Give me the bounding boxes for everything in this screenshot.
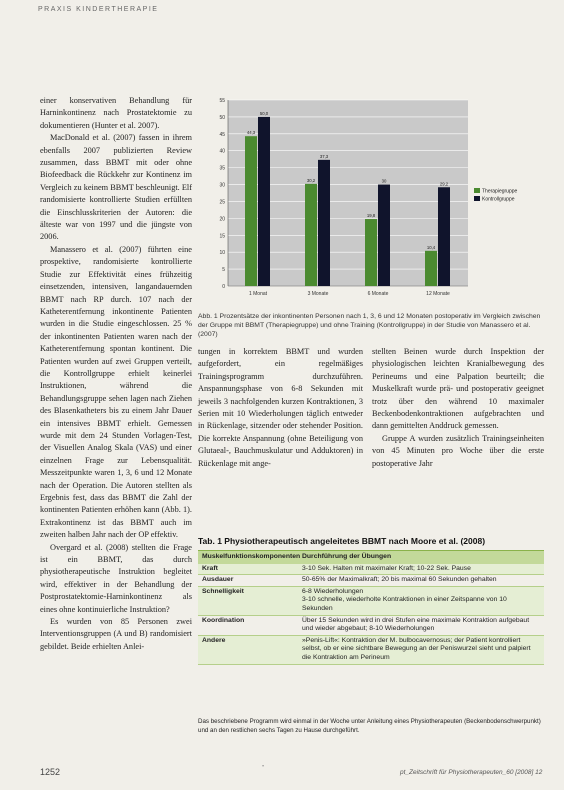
legend-swatch bbox=[474, 188, 480, 193]
y-tick-label: 20 bbox=[219, 216, 225, 223]
y-tick-label: 15 bbox=[219, 233, 225, 240]
table-title: Tab. 1 Physiotherapeutisch angeleitetes BBMT nach Moore et al. (2008) bbox=[198, 536, 486, 546]
table-cell: Über 15 Sekunden wird in drei Stufen eine maximale Kontraktion aufgebaut und wieder abgebaut; 8-10 Wiederholungen bbox=[302, 616, 530, 633]
x-tick-label: 1 Monat bbox=[248, 291, 268, 297]
paragraph: stellten Beinen wurde durch Inspektion der physiologischen leichten Kranialbewegung des Perineums und eine Palpation beurteilt; die Muskelkraft wurde prä- und postoperativ geeignet trotz über den während 10 maximaler Beckenbodenkontraktionen aufgebrachten und dann gemittelten Anddruck gemessen. bbox=[372, 347, 544, 431]
y-tick-label: 55 bbox=[219, 98, 225, 104]
table-row bbox=[198, 587, 544, 616]
bar bbox=[318, 160, 330, 286]
data-label: 19,8 bbox=[366, 213, 376, 219]
legend-label: Therapiegruppe bbox=[482, 188, 518, 195]
bar bbox=[438, 187, 450, 286]
data-label: 37,3 bbox=[319, 153, 329, 159]
journal-footer: pt_Zeitschrift für Physiotherapeuten_60 [2008] 12 bbox=[400, 769, 543, 776]
table-cell: 50-65% der Maximalkraft; 20 bis maximal 60 Sekunden gehalten bbox=[302, 576, 497, 584]
paragraph: tungen in korrektem BBMT und wurden aufgefordert, ein regelmäßiges Trainingsprogramm durchzuführen. Anspannungsphase von 6-8 Sekunden mit jeweils 3 nachfolgenden kurzen Kontraktionen, 3 Serien mit 10 Wiederholungen täglich entweder in Rückenlage, sitzender oder stehender Position. Die korrekte Anspannung (ohne Beteiligung von Glutaeal-, Bauchmuskulatur und Adduktoren) in Rückenlage mit ange- bbox=[198, 347, 363, 468]
y-tick-label: 40 bbox=[219, 148, 225, 155]
data-label: 29,2 bbox=[439, 181, 449, 187]
table-cell: 3-10 Sek. Halten mit maximaler Kraft; 10-22 Sek. Pause bbox=[302, 564, 471, 572]
table-note: Das beschriebene Programm wird einmal in der Woche unter Anleitung eines Physiotherapeuten (Beckenbodenschwerpunkt) und an den restlichen sechs Tagen zu Hause durchgeführt. bbox=[198, 718, 541, 734]
table-row bbox=[198, 564, 544, 576]
data-label: 50,0 bbox=[259, 110, 269, 116]
x-tick-label: 6 Monate bbox=[367, 291, 389, 297]
table-cell: Andere bbox=[202, 636, 226, 644]
center-dot: • bbox=[262, 764, 265, 770]
y-tick-label: 35 bbox=[219, 165, 225, 172]
bar bbox=[258, 117, 270, 286]
x-tick-label: 12 Monate bbox=[426, 291, 450, 297]
y-tick-label: 5 bbox=[222, 267, 225, 274]
middle-text-column bbox=[198, 346, 363, 470]
running-header: PRAXIS KINDERTHERAPIE bbox=[38, 6, 159, 13]
paragraph: MacDonald et al. (2007) fassen in ihrem ebenfalls 2007 publizierten Review zusammen, dass BBMT mit oder ohne Biofeedback die Rückkehr zur Kontinenz im Vergleich zu keinem BBMT beschleunigt. Elf randomisierte kontrollierte Studien erfüllten die Einschlusskriterien der Autoren: die älteste war von 1997 und die jüngste von 2006. bbox=[40, 133, 192, 242]
paragraph: Es wurden von 85 Personen zwei Interventionsgruppen (A und B) randomisiert gebildet. Beide erhielten Anlei- bbox=[40, 617, 192, 651]
right-text-column bbox=[372, 346, 544, 470]
table-cell: Ausdauer bbox=[202, 576, 234, 584]
data-label: 44,3 bbox=[246, 130, 256, 136]
table-header-cell: Durchführung der Übungen bbox=[302, 553, 392, 560]
paragraph: einer konservativen Behandlung für Harninkontinenz nach Prostatektomie zu dokumentieren (Hunter et al. 2007). bbox=[40, 96, 192, 130]
paragraph: Gruppe A wurden zusätzlich Trainingseinheiten von 45 Minuten pro Woche über die erste postoperative Jahr bbox=[372, 433, 544, 468]
table-row bbox=[198, 575, 544, 587]
table-cell: »Penis-Lift«: Kontraktion der M. bulbocavernosus; der Patient kontrolliert selbst, ob er eine sichtbare Bewegung an der Peniswurzel sieht und palpiert die Kontraktion am Perineum bbox=[302, 636, 531, 661]
y-tick-label: 0 bbox=[222, 284, 225, 290]
bar bbox=[425, 251, 437, 286]
data-label: 30,2 bbox=[306, 177, 316, 183]
x-tick-label: 3 Monate bbox=[307, 291, 329, 297]
bar-chart bbox=[198, 92, 538, 312]
data-label: 30 bbox=[381, 178, 387, 184]
table-cell: Schnelligkeit bbox=[202, 587, 244, 595]
table-row bbox=[198, 636, 544, 665]
bar bbox=[378, 185, 390, 286]
page-number: 1252 bbox=[40, 767, 61, 777]
legend-label: Kontrollgruppe bbox=[482, 196, 515, 203]
bar bbox=[305, 184, 317, 286]
paragraph: Manassero et al. (2007) führten eine prospektive, randomisierte kontrollierte Studie zur Effektivität eines frühzeitig einsetzenden, intensiven, langandauernden BBMT nach RP durch. 107 nach der Katheterentfernung inkontinente Patienten wurden in die Studie eingeschlossen. 25 % der inkontinenten Patienten waren nach der Katheterentfernung spontan kontinent. Die Patienten wurden auf zwei Gruppen verteilt, die Kontrollgruppe erhielt keinerlei Instruktionen, während die Behandlungsgruppe sehen lagen nach Ziehen des Blasenkatheters bis zu einem Jahr Dauer ein intensives BBMT erhielt. Gemessen wurde mit dem 24 Stunden Vorlagen-Test, der Visuellen Analog Skala (VAS) und einer einzelnen Frage zur Lebensqualität. Messzeitpunkte waren 1, 3, 6 und 12 Monate nach der Operation. Die Autoren stellten als Ergebnis fest, dass das BBMT die Zahl der kontinenten Patienten erhöhen kann (Abb. 1). Extrakontinenz ist das BBMT auch im zweiten halben Jahr nach der OP effektiv. bbox=[40, 244, 192, 540]
y-tick-label: 50 bbox=[219, 114, 225, 121]
legend-swatch bbox=[474, 196, 480, 201]
left-text-column bbox=[40, 95, 192, 653]
bar bbox=[245, 136, 257, 286]
y-tick-label: 25 bbox=[219, 199, 225, 206]
table-row bbox=[198, 616, 544, 636]
y-tick-label: 45 bbox=[219, 131, 225, 138]
table-header-cell: Muskelfunktionskomponenten bbox=[202, 553, 301, 560]
paragraph: Overgard et al. (2008) stellten die Frage ist ein BBMT, das durch physiotherapeutische Instruktion begleitet wird, effektiver in der Behandlung der Postprostatektomie-Harninkontinenz als eines ohne kontinuierliche Instruktion? bbox=[40, 542, 192, 614]
bar bbox=[365, 219, 377, 286]
table-cell: Koordination bbox=[202, 616, 245, 624]
data-label: 10,4 bbox=[426, 244, 436, 250]
figure-1 bbox=[198, 92, 538, 312]
table-header-row bbox=[198, 551, 544, 564]
table-cell: Kraft bbox=[202, 564, 218, 572]
y-tick-label: 10 bbox=[219, 250, 225, 257]
exercise-table bbox=[198, 550, 544, 665]
y-tick-label: 30 bbox=[219, 182, 225, 189]
table-cell: 6-8 Wiederholungen 3-10 schnelle, wiederholte Kontraktionen in einer Zeitspanne von 10 Sekunden bbox=[302, 587, 507, 612]
figure-caption: Abb. 1 Prozentsätze der inkontinenten Personen nach 1, 3, 6 und 12 Monaten postoperativ im Vergleich zwischen der Gruppe mit BBMT (Therapiegruppe) und ohne Training (Kontrollgruppe) in der Studie von Manassero et al. (2007) bbox=[198, 313, 541, 338]
